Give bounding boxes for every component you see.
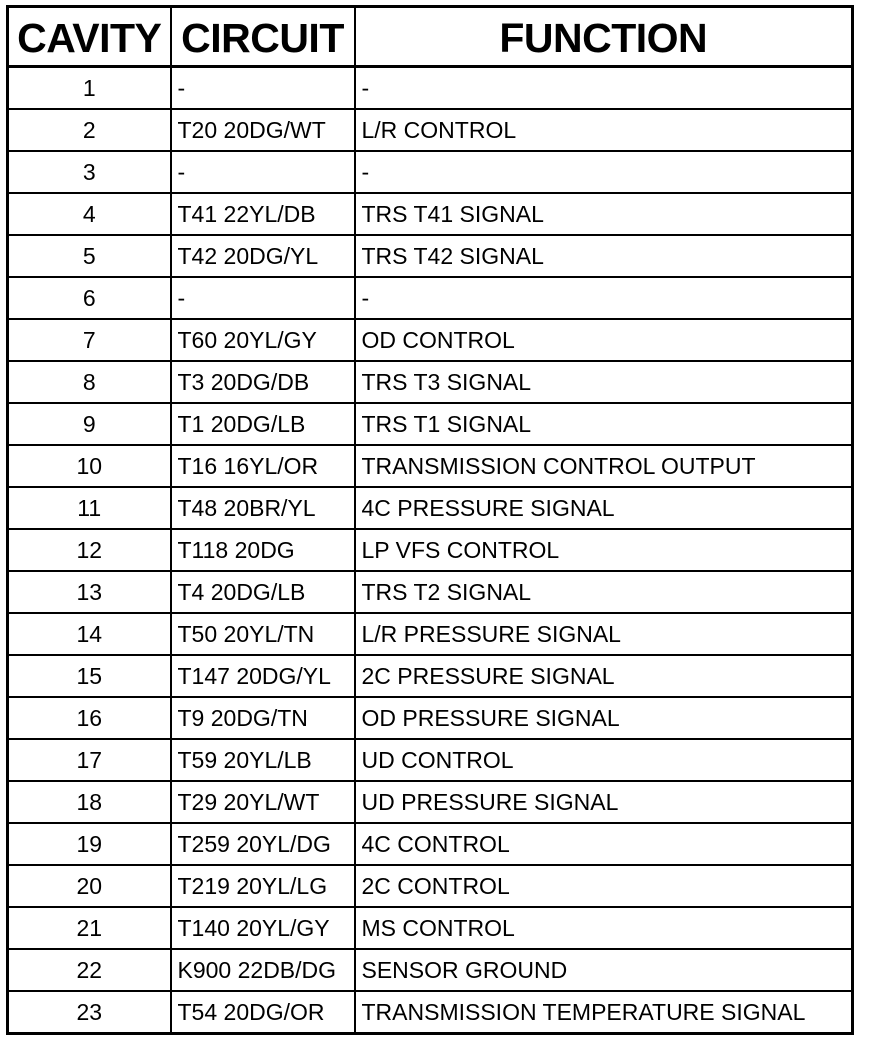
table-row (8, 445, 853, 487)
cell-function: LP VFS CONTROL (355, 529, 853, 571)
cell-cavity: 15 (8, 655, 171, 697)
cell-function: MS CONTROL (355, 907, 853, 949)
cell-cavity: 7 (8, 319, 171, 361)
cell-cavity: 21 (8, 907, 171, 949)
cell-circuit: T4 20DG/LB (171, 571, 355, 613)
cell-function: TRS T1 SIGNAL (355, 403, 853, 445)
cell-circuit: T54 20DG/OR (171, 991, 355, 1034)
cell-circuit: K900 22DB/DG (171, 949, 355, 991)
cell-cavity: 16 (8, 697, 171, 739)
cell-circuit: T60 20YL/GY (171, 319, 355, 361)
cell-cavity: 22 (8, 949, 171, 991)
cell-circuit: T42 20DG/YL (171, 235, 355, 277)
cell-function: UD CONTROL (355, 739, 853, 781)
cell-function: TRS T2 SIGNAL (355, 571, 853, 613)
cell-cavity: 8 (8, 361, 171, 403)
cell-circuit: T20 20DG/WT (171, 109, 355, 151)
cell-cavity: 23 (8, 991, 171, 1034)
cell-function: 4C CONTROL (355, 823, 853, 865)
cell-function: UD PRESSURE SIGNAL (355, 781, 853, 823)
header-row (8, 7, 853, 67)
cell-cavity: 9 (8, 403, 171, 445)
cell-cavity: 1 (8, 67, 171, 110)
table-row (8, 697, 853, 739)
cell-function: 2C PRESSURE SIGNAL (355, 655, 853, 697)
table-row (8, 655, 853, 697)
cell-circuit: T29 20YL/WT (171, 781, 355, 823)
cell-function: OD CONTROL (355, 319, 853, 361)
table-body (8, 67, 853, 1034)
cell-cavity: 18 (8, 781, 171, 823)
cell-circuit: T9 20DG/TN (171, 697, 355, 739)
cell-circuit: T140 20YL/GY (171, 907, 355, 949)
cell-cavity: 13 (8, 571, 171, 613)
cell-cavity: 4 (8, 193, 171, 235)
table-row (8, 403, 853, 445)
cell-circuit: T259 20YL/DG (171, 823, 355, 865)
table-row (8, 529, 853, 571)
cell-function: 2C CONTROL (355, 865, 853, 907)
header-function: FUNCTION (355, 7, 853, 67)
table-row (8, 487, 853, 529)
cell-function: - (355, 151, 853, 193)
cell-function: - (355, 67, 853, 110)
cell-circuit: - (171, 277, 355, 319)
table-row (8, 739, 853, 781)
cell-function: SENSOR GROUND (355, 949, 853, 991)
cell-cavity: 5 (8, 235, 171, 277)
header-circuit: CIRCUIT (171, 7, 355, 67)
cell-function: TRANSMISSION CONTROL OUTPUT (355, 445, 853, 487)
cell-circuit: T41 22YL/DB (171, 193, 355, 235)
connector-pinout-table (6, 5, 854, 1035)
cell-cavity: 19 (8, 823, 171, 865)
cell-function: 4C PRESSURE SIGNAL (355, 487, 853, 529)
cell-function: TRS T42 SIGNAL (355, 235, 853, 277)
cell-cavity: 2 (8, 109, 171, 151)
cell-function: TRS T3 SIGNAL (355, 361, 853, 403)
cell-circuit: T16 16YL/OR (171, 445, 355, 487)
table-header (8, 7, 853, 67)
table-row (8, 361, 853, 403)
cell-function: TRANSMISSION TEMPERATURE SIGNAL (355, 991, 853, 1034)
cell-circuit: T1 20DG/LB (171, 403, 355, 445)
table-row (8, 865, 853, 907)
table-row (8, 235, 853, 277)
cell-cavity: 12 (8, 529, 171, 571)
table-row (8, 319, 853, 361)
table-row (8, 193, 853, 235)
cell-circuit: T147 20DG/YL (171, 655, 355, 697)
header-cavity: CAVITY (8, 7, 171, 67)
cell-function: L/R CONTROL (355, 109, 853, 151)
cell-circuit: - (171, 67, 355, 110)
cell-circuit: T219 20YL/LG (171, 865, 355, 907)
table-row (8, 781, 853, 823)
cell-function: - (355, 277, 853, 319)
cell-circuit: T3 20DG/DB (171, 361, 355, 403)
table-row (8, 571, 853, 613)
cell-cavity: 20 (8, 865, 171, 907)
cell-function: TRS T41 SIGNAL (355, 193, 853, 235)
cell-circuit: T118 20DG (171, 529, 355, 571)
cell-circuit: T59 20YL/LB (171, 739, 355, 781)
cell-cavity: 14 (8, 613, 171, 655)
cell-circuit: - (171, 151, 355, 193)
table-row (8, 949, 853, 991)
cell-cavity: 3 (8, 151, 171, 193)
table-row (8, 151, 853, 193)
table-row (8, 67, 853, 110)
cell-function: L/R PRESSURE SIGNAL (355, 613, 853, 655)
cell-cavity: 17 (8, 739, 171, 781)
cell-cavity: 6 (8, 277, 171, 319)
cell-circuit: T50 20YL/TN (171, 613, 355, 655)
cell-circuit: T48 20BR/YL (171, 487, 355, 529)
table-row (8, 823, 853, 865)
table-row (8, 907, 853, 949)
table-row (8, 109, 853, 151)
table-row (8, 277, 853, 319)
cell-cavity: 11 (8, 487, 171, 529)
cell-function: OD PRESSURE SIGNAL (355, 697, 853, 739)
table-row (8, 991, 853, 1034)
table-row (8, 613, 853, 655)
cell-cavity: 10 (8, 445, 171, 487)
